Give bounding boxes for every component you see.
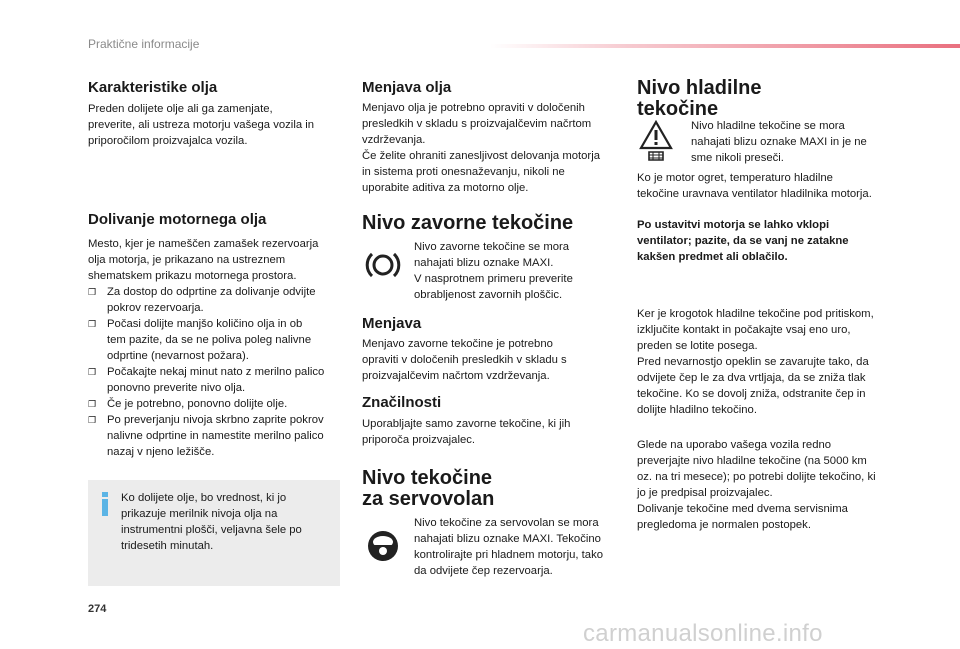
fan-warning-text: Po ustavitvi motorja se lahko vklopi ventilator; pazite, da se vanj ne zatakne kakšen predmet ali oblačilo.: [637, 219, 849, 263]
list-item: [88, 396, 340, 412]
oil-characteristics-text: Preden dolijete olje ali ga zamenjate, preverite, ali ustreza motorju vašega vozila in priporočilom proizvajalca vozila.: [88, 103, 315, 147]
list-item-text: Počakajte nekaj minut nato z merilno palico ponovno preverite nivo olja.: [107, 366, 325, 394]
list-item: [88, 364, 340, 396]
info-icon: [100, 492, 110, 516]
info-note-box: [88, 480, 340, 586]
gearbox-oil-title: Menjava olja: [362, 79, 452, 96]
section-header: Praktične informacije: [88, 37, 200, 51]
oil-characteristics-title: Karakteristike olja: [88, 79, 218, 96]
brake-fluid-text: Nivo zavorne tekočine se mora nahajati blizu oznake MAXI. V nasprotnem primeru preverite obrabljenost zavornih ploščic.: [414, 241, 573, 301]
coolant-title: Nivo hladilne tekočine: [637, 77, 762, 120]
list-item-text: Po preverjanju nivoja skrbno zaprite pokrov nalivne odprtine in namestite merilno palico nazaj v njeno ležišče.: [107, 414, 324, 458]
brake-fluid-title: Nivo zavorne tekočine: [362, 212, 574, 234]
brake-change-text: Menjavo zavorne tekočine je potrebno opraviti v določenih presledkih v skladu s proizvajalčevim načrtom vzdrževanja.: [362, 338, 567, 382]
brake-change-title: Menjava: [362, 315, 422, 332]
power-steering-title: Nivo tekočine za servovolan: [362, 467, 495, 510]
coolant-text: Nivo hladilne tekočine se mora nahajati blizu oznake MAXI in je ne sme nikoli preseči.: [691, 120, 867, 164]
gearbox-oil-text: Menjavo olja je potrebno opraviti v določenih presledkih v skladu s proizvajalčevim načrtom vzdrževanja. Če želite ohraniti zanesljivost delovanja motorja in sistema proti onesnaževanju, nikoli ne uporabite aditiva za motorno olje.: [362, 102, 600, 194]
oil-topup-steps: [88, 284, 340, 460]
oil-topup-title: Dolivanje motornega olja: [88, 211, 267, 228]
list-item: [88, 412, 340, 460]
info-note-text: Ko dolijete olje, bo vrednost, ki jo prikazuje merilnik nivoja olja na instrumentni plošči, veljavna šele po tridesetih minutah.: [121, 492, 302, 552]
coolant-pressure-text: Ker je krogotok hladilne tekočine pod pritiskom, izključite kontakt in počakajte vsaj eno uro, preden se lotite posega. Pred nevarnostjo opeklin se zavarujte tako, da odvijete čep le za dva vrtljaja, da se zniža tlak tekočine. Ko se dovolj zniža, odstranite čep in dolijte hladilno tekočino.: [637, 308, 874, 416]
power-steering-text: Nivo tekočine za servovolan se mora nahajati blizu oznake MAXI. Tekočino kontrolirajte pri hladnem motorju, tako da odvijete čep rezervoarja.: [414, 517, 603, 577]
list-item-text: Če je potrebno, ponovno dolijte olje.: [107, 398, 288, 410]
coolant-text-2: Ko je motor ogret, temperaturo hladilne tekočine uravnava ventilator hladilnika motorja.: [637, 172, 872, 200]
brake-spec-text: Uporabljajte samo zavorne tekočine, ki jih priporoča proizvajalec.: [362, 418, 571, 446]
brake-spec-title: Značilnosti: [362, 394, 442, 411]
list-item: [88, 284, 340, 316]
header-gradient-bar: [490, 44, 960, 48]
list-item-text: Za dostop do odprtine za dolivanje odvijte pokrov rezervoarja.: [107, 286, 316, 314]
page-number: 274: [88, 603, 107, 615]
steering-wheel-icon: [365, 528, 401, 564]
watermark-text: carmanualsonline.info: [583, 620, 823, 647]
list-item: [88, 316, 340, 364]
coolant-warning-icon: [639, 120, 673, 162]
brake-warning-icon: [365, 250, 401, 280]
oil-topup-text: Mesto, kjer je nameščen zamašek rezervoarja olja motorja, je prikazano na ustreznem shematskem prikazu motornega prostora.: [88, 238, 319, 282]
list-item-text: Počasi dolijte manjšo količino olja in ob tem pazite, da se ne poliva poleg nalivne odprtine (nevarnost požara).: [107, 318, 312, 362]
coolant-service-text: Glede na uporabo vašega vozila redno preverjajte nivo hladilne tekočine (na 5000 km oz. na tri mesece); po potrebi dolijte tekočino, ki jo je predpisal proizvajalec. Dolivanje tekočine med dvema servisnima pregledoma je normalen postopek.: [637, 439, 876, 531]
